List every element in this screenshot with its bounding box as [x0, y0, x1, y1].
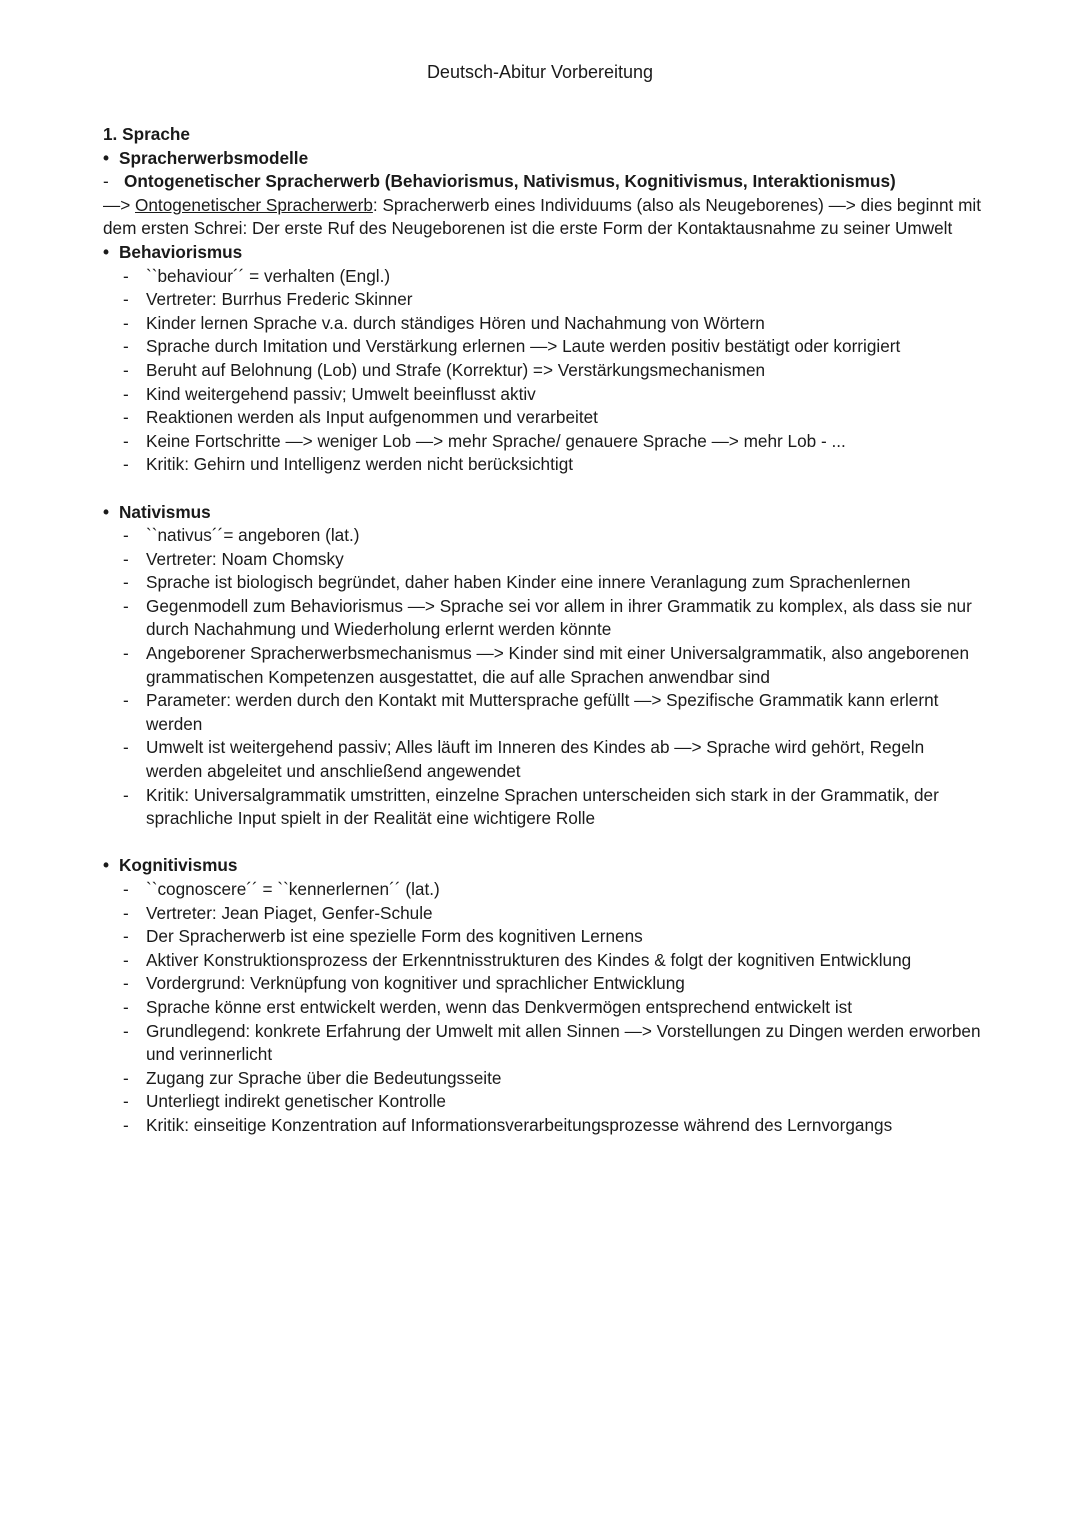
section-heading-label: Nativismus	[119, 501, 211, 522]
list-item	[103, 430, 983, 454]
dash-icon: -	[123, 784, 129, 805]
list-item-text: Parameter: werden durch den Kontakt mit Muttersprache gefüllt —> Spezifische Grammatik kann erlernt werden	[146, 690, 939, 734]
dash-icon: -	[123, 737, 129, 758]
list-item-text: Kritik: Gehirn und Intelligenz werden nicht berücksichtigt	[146, 454, 574, 475]
dash-icon: -	[123, 265, 129, 286]
dash-icon: -	[123, 902, 129, 923]
list-item-text: Gegenmodell zum Behaviorismus —> Sprache sei vor allem in ihrer Grammatik zu komplex, als dass sie nur durch Nachahmung und Wiederholung erlernt werden könnte	[146, 595, 972, 640]
list-item	[103, 524, 983, 548]
list-item	[103, 996, 983, 1020]
bullet-icon: •	[103, 241, 110, 262]
section-spacer	[103, 477, 983, 501]
dash-icon: -	[123, 973, 129, 994]
list-item	[103, 878, 983, 902]
list-item	[103, 288, 983, 312]
intro-text: : Spracherwerb eines Individuums (also als Neugeborenes) —> dies beginnt mit dem ersten Schrei: Der erste Ruf des Neugeborenen ist die erste Form der Kontaktausnahme zu seiner Umwelt	[103, 194, 981, 239]
intro-arrow: —>	[103, 194, 135, 215]
list-item	[103, 1067, 983, 1091]
topic-label: Ontogenetischer Spracherwerb (Behaviorismus, Nativismus, Kognitivismus, Interaktionismus)	[124, 171, 896, 192]
list-item-text: Sprache könne erst entwickelt werden, wenn das Denkvermögen entsprechend entwickelt ist	[146, 996, 853, 1017]
list-item	[103, 949, 983, 973]
dash-icon: -	[123, 690, 129, 711]
list-item	[103, 902, 983, 926]
dash-icon: -	[123, 336, 129, 357]
dash-icon: -	[123, 1114, 129, 1135]
section-heading-nativismus	[103, 501, 983, 525]
list-item-text: Sprache ist biologisch begründet, daher haben Kinder eine innere Veranlagung zum Sprachenlernen	[146, 572, 911, 593]
dash-icon: -	[123, 926, 129, 947]
list-item-text: Unterliegt indirekt genetischer Kontrolle	[146, 1091, 446, 1112]
list-item	[103, 359, 983, 383]
section-heading-behaviorismus	[103, 241, 983, 265]
intro-paragraph	[103, 194, 983, 241]
dash-icon: -	[123, 643, 129, 664]
dash-icon: -	[123, 430, 129, 451]
topic-heading	[103, 170, 983, 194]
dash-icon: -	[123, 454, 129, 475]
list-item	[103, 689, 983, 736]
bullet-icon: •	[103, 501, 110, 522]
list-item	[103, 571, 983, 595]
dash-icon: -	[123, 525, 129, 546]
list-item-text: Beruht auf Belohnung (Lob) und Strafe (Korrektur) => Verstärkungsmechanismen	[146, 359, 766, 380]
dash-icon: -	[123, 1091, 129, 1112]
list-item	[103, 1090, 983, 1114]
subsection-heading	[103, 147, 983, 171]
nativismus-list	[103, 524, 983, 831]
list-item-text: Kritik: Universalgrammatik umstritten, einzelne Sprachen unterscheiden sich stark in der Grammatik, der sprachliche Input spielt in der Realität eine wichtigere Rolle	[146, 784, 939, 829]
list-item	[103, 453, 983, 477]
dash-icon: -	[123, 996, 129, 1017]
list-item	[103, 925, 983, 949]
intro-term: Ontogenetischer Spracherwerb	[135, 194, 373, 215]
list-item-text: Vertreter: Jean Piaget, Genfer-Schule	[146, 902, 433, 923]
list-item	[103, 265, 983, 289]
behaviorismus-list	[103, 265, 983, 477]
list-item-text: Angeborener Spracherwerbsmechanismus —> Kinder sind mit einer Universalgrammatik, also angeborenen grammatischen Kompetenzen ausgestattet, die auf alle Sprachen anwendbar sind	[146, 643, 970, 687]
list-item	[103, 335, 983, 359]
dash-icon: -	[123, 572, 129, 593]
dash-icon: -	[123, 383, 129, 404]
dash-icon: -	[123, 1020, 129, 1041]
section-heading-label: Kognitivismus	[119, 855, 238, 876]
dash-icon: -	[123, 879, 129, 899]
dash-icon: -	[103, 171, 109, 192]
list-item-text: ``nativus´´= angeboren (lat.)	[146, 525, 360, 546]
list-item-text: Grundlegend: konkrete Erfahrung der Umwelt mit allen Sinnen —> Vorstellungen zu Dingen werden erworben und verinnerlicht	[146, 1020, 981, 1065]
kognitivismus-list	[103, 878, 983, 1138]
list-item-text: Reaktionen werden als Input aufgenommen und verarbeitet	[146, 407, 598, 428]
list-item-text: ``cognoscere´´ = ``kennerlernen´´ (lat.)	[146, 879, 440, 899]
list-item	[103, 595, 983, 642]
page-header: Deutsch-Abitur Vorbereitung	[426, 62, 654, 82]
list-item-text: ``behaviour´´ = verhalten (Engl.)	[146, 265, 391, 286]
list-item-text: Vertreter: Burrhus Frederic Skinner	[146, 289, 413, 310]
list-item-text: Kind weitergehend passiv; Umwelt beeinflusst aktiv	[146, 383, 536, 404]
dash-icon: -	[123, 949, 129, 970]
list-item	[103, 1114, 983, 1138]
list-item-text: Aktiver Konstruktionsprozess der Erkenntnisstrukturen des Kindes & folgt der kognitiven Entwicklung	[146, 949, 912, 970]
list-item	[103, 406, 983, 430]
bullet-icon: •	[103, 147, 110, 168]
list-item-text: Keine Fortschritte —> weniger Lob —> mehr Sprache/ genauere Sprache —> mehr Lob - ...	[146, 430, 846, 451]
list-item-text: Zugang zur Sprache über die Bedeutungsseite	[146, 1067, 502, 1088]
list-item	[103, 312, 983, 336]
dash-icon: -	[123, 359, 129, 380]
list-item-text: Vertreter: Noam Chomsky	[146, 548, 344, 569]
list-item	[103, 383, 983, 407]
list-item	[103, 972, 983, 996]
list-item-text: Kritik: einseitige Konzentration auf Informationsverarbeitungsprozesse während des Lernvorgangs	[146, 1114, 893, 1135]
list-item	[103, 784, 983, 831]
dash-icon: -	[123, 595, 129, 616]
dash-icon: -	[123, 407, 129, 428]
dash-icon: -	[123, 548, 129, 569]
section-heading-label: Behaviorismus	[119, 241, 243, 262]
list-item	[103, 642, 983, 689]
list-item-text: Vordergrund: Verknüpfung von kognitiver und sprachlicher Entwicklung	[146, 973, 685, 994]
list-item	[103, 736, 983, 783]
section-title: 1. Sprache	[103, 124, 190, 144]
list-item-text: Der Spracherwerb ist eine spezielle Form des kognitiven Lernens	[146, 926, 643, 947]
list-item-text: Sprache durch Imitation und Verstärkung erlernen —> Laute werden positiv bestätigt oder korrigiert	[146, 336, 901, 357]
bullet-icon: •	[103, 855, 110, 876]
document-body	[103, 123, 983, 1138]
dash-icon: -	[123, 289, 129, 310]
dash-icon: -	[123, 1067, 129, 1088]
list-item-text: Kinder lernen Sprache v.a. durch ständiges Hören und Nachahmung von Wörtern	[146, 312, 765, 333]
section-spacer	[103, 831, 983, 855]
list-item	[103, 548, 983, 572]
section-heading-kognitivismus	[103, 854, 983, 878]
list-item-text: Umwelt ist weitergehend passiv; Alles läuft im Inneren des Kindes ab —> Sprache wird gehört, Regeln werden abgeleitet und anschließend angewendet	[146, 737, 925, 782]
subsection-label: Spracherwerbsmodelle	[119, 147, 309, 168]
dash-icon: -	[123, 312, 129, 333]
list-item	[103, 1020, 983, 1067]
